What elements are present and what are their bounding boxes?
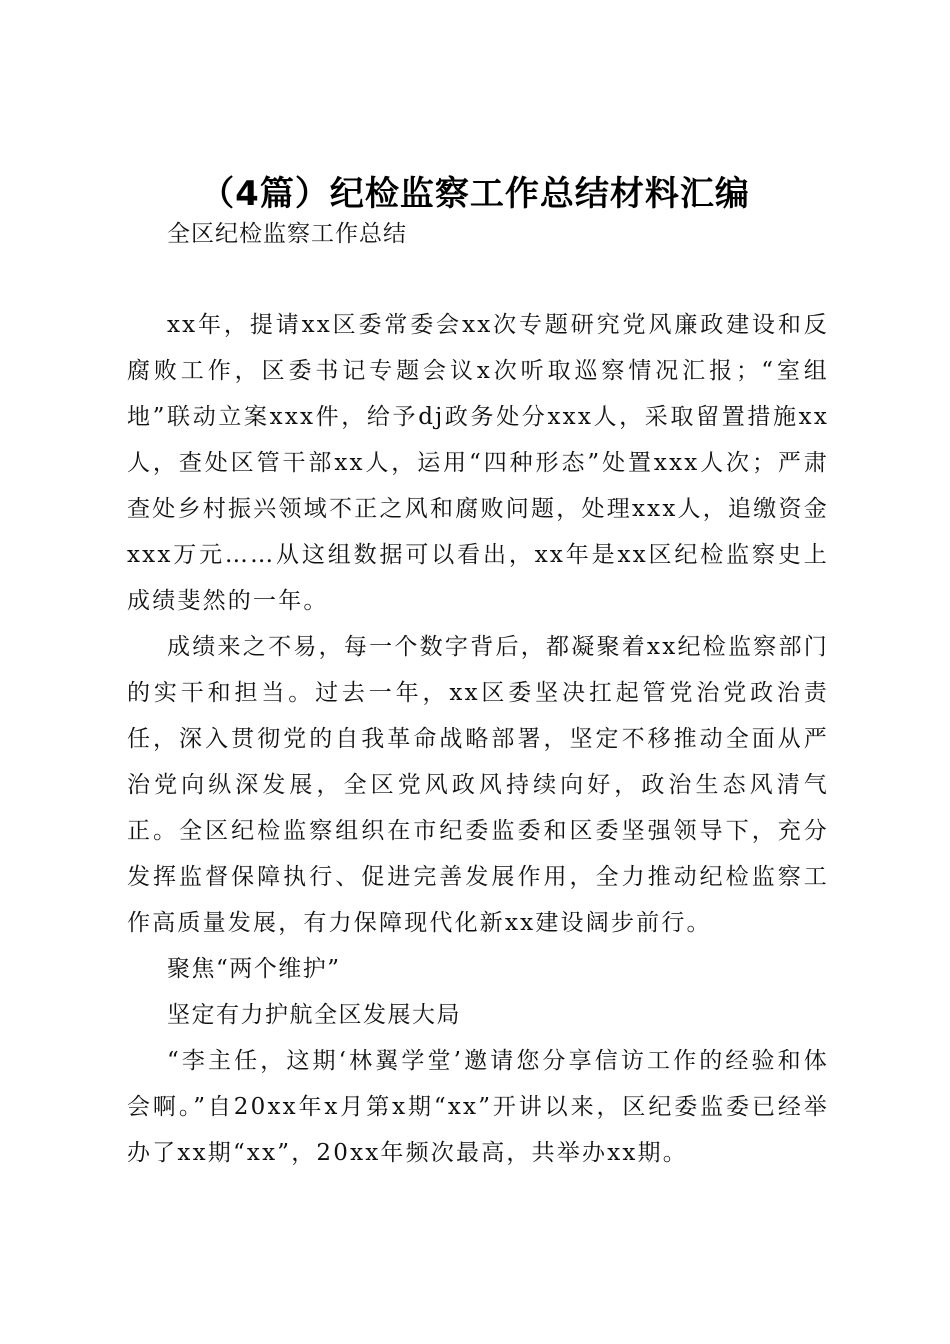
body-paragraph-2: 成绩来之不易，每一个数字背后，都凝聚着xx纪检监察部门的实干和担当。过去一年，xx区委坚决扛起管党治党政治责任，深入贯彻党的自我革命战略部署，坚定不移推动全面从严治党向纵深发展，全区党风政风持续向好，政治生态风清气正。全区纪检监察组织在市纪委监委和区委坚强领导下，充分发挥监督保障执行、促进完善发展作用，全力推动纪检监察工作高质量发展，有力保障现代化新xx建设阔步前行。 bbox=[127, 634, 829, 936]
body-paragraph-3: “李主任，这期‘林翼学堂’邀请您分享信访工作的经验和体会啊。”自20xx年x月第x期“xx”开讲以来，区纪委监委已经举办了xx期“xx”，20xx年频次最高，共举办xx期。 bbox=[127, 1048, 829, 1166]
document-body bbox=[127, 212, 829, 1176]
document-title: （4篇）纪检监察工作总结材料汇编 bbox=[200, 174, 750, 214]
section-heading-1: 聚焦“两个维护” bbox=[167, 956, 341, 982]
body-paragraph-1: xx年，提请xx区委常委会xx次专题研究党风廉政建设和反腐败工作，区委书记专题会议x次听取巡察情况汇报；“室组地”联动立案xxx件，给予dj政务处分xxx人，采取留置措施xx人，查处区管干部xx人，运用“四种形态”处置xxx人次；严肃查处乡村振兴领域不正之风和腐败问题，处理xxx人，追缴资金xxx万元……从这组数据可以看出，xx年是xx区纪检监察史上成绩斐然的一年。 bbox=[127, 312, 829, 614]
section-heading-2: 坚定有力护航全区发展大局 bbox=[167, 1002, 461, 1028]
blank-line bbox=[127, 256, 829, 302]
document-subtitle: 全区纪检监察工作总结 bbox=[167, 221, 407, 247]
